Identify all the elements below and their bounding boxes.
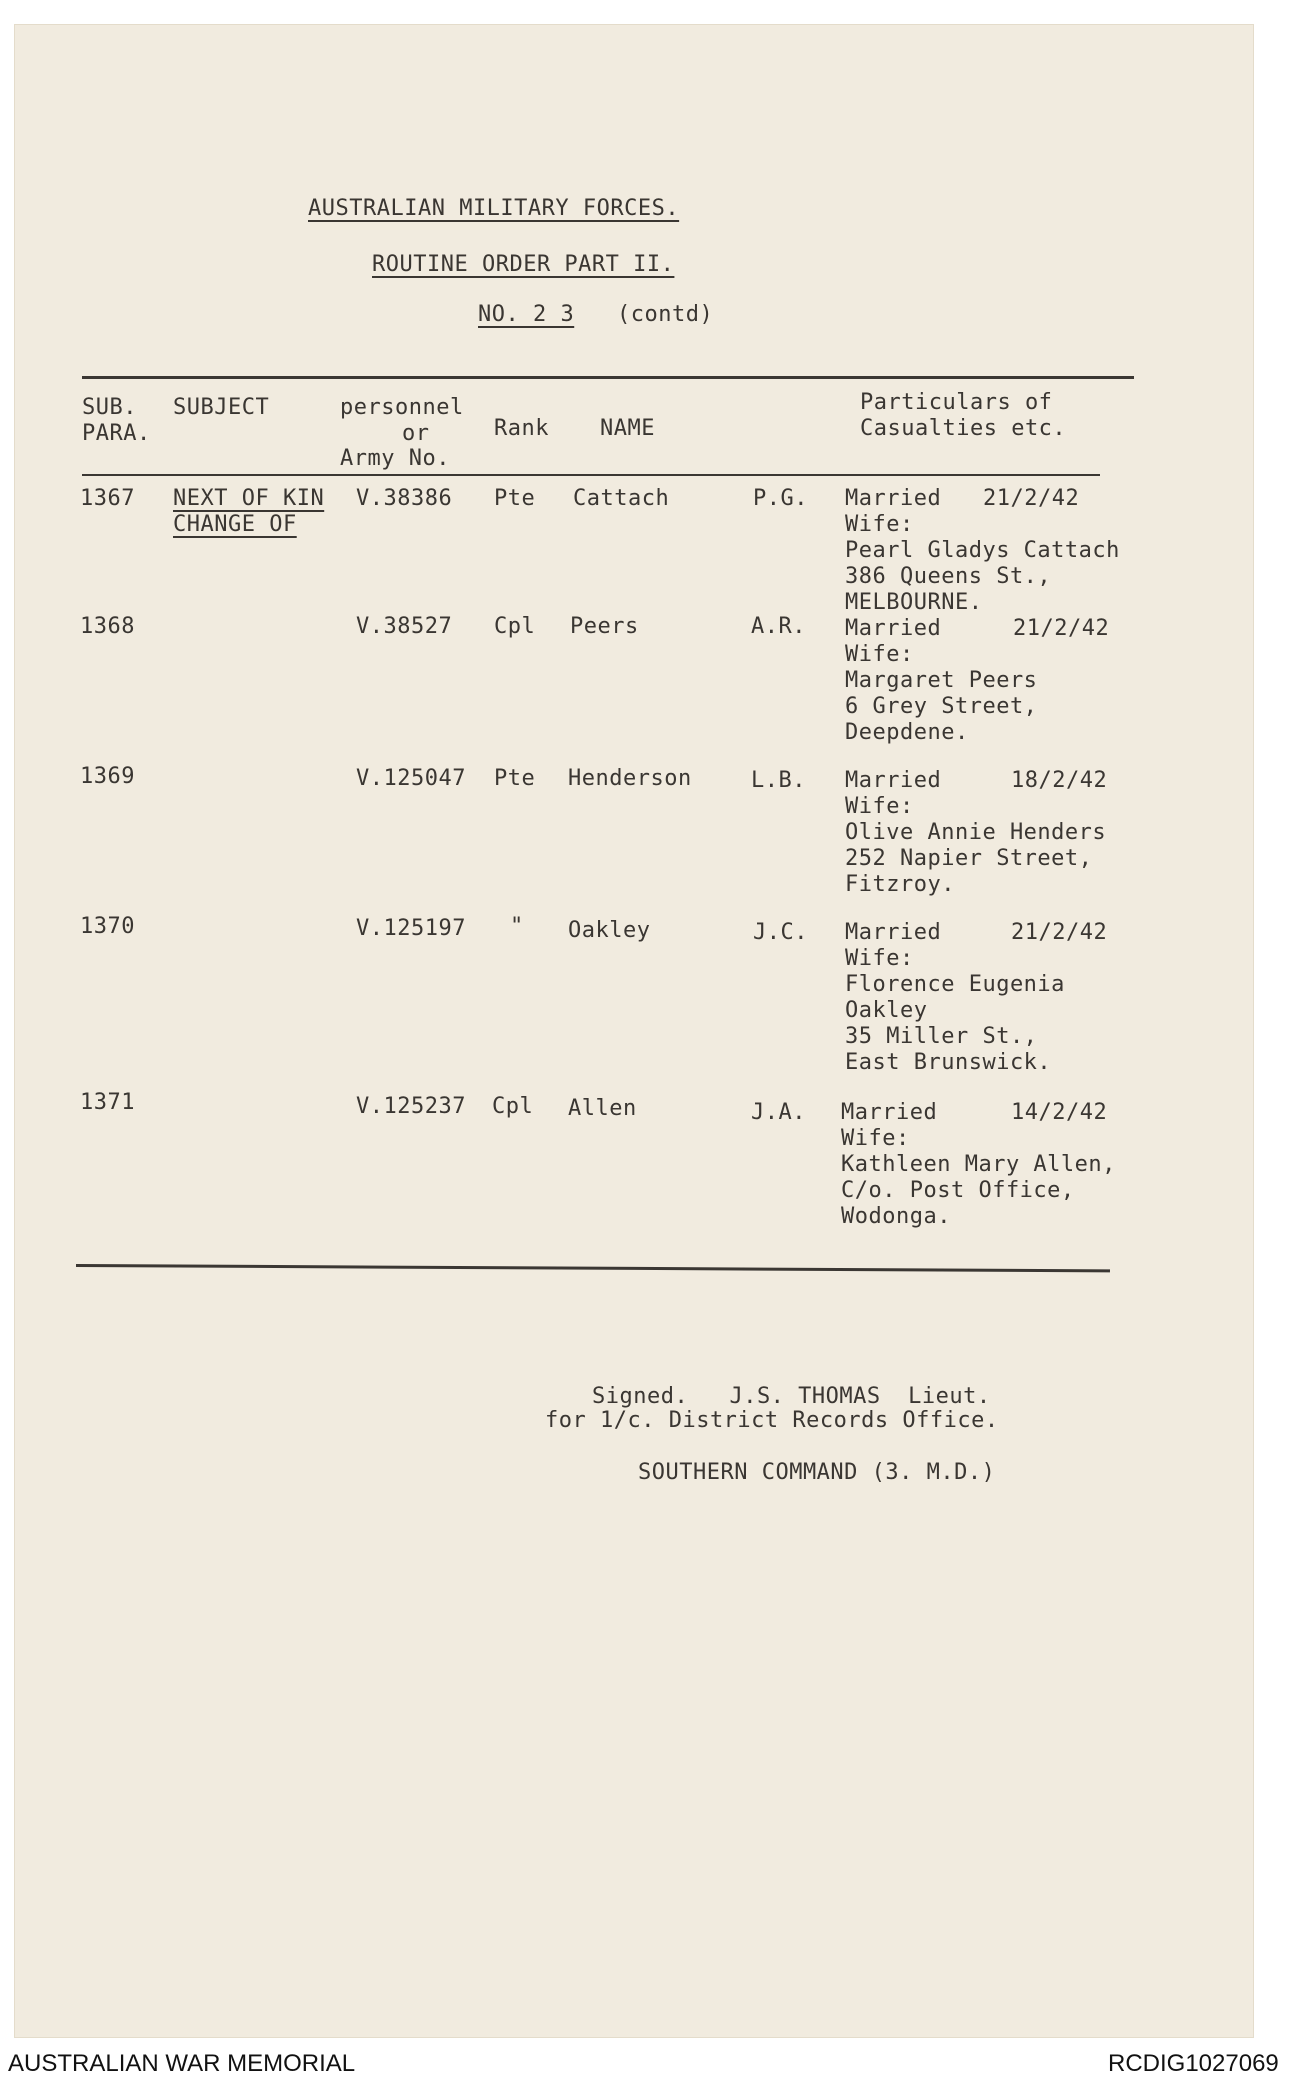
row-detail-line: Deepdene. [845, 720, 969, 745]
col-rank: Rank [494, 416, 549, 441]
row-sub-para: 1370 [80, 914, 135, 939]
row-rank: Cpl [492, 1094, 534, 1119]
row-detail-line: Wodonga. [841, 1204, 951, 1229]
order-number: NO. 2 3 [478, 302, 575, 327]
row-sub-para: 1371 [80, 1090, 135, 1115]
document-subtitle: ROUTINE ORDER PART II. [372, 252, 675, 277]
row-surname: Oakley [568, 918, 651, 943]
col-army-no-1: personnel [340, 395, 464, 420]
row-date: 21/2/42 [1011, 920, 1108, 945]
row-rank: " [510, 914, 524, 939]
row-initials: P.G. [753, 486, 808, 511]
col-particulars-1: Particulars of [860, 390, 1053, 415]
row-detail-line: MELBOURNE. [845, 590, 983, 615]
col-particulars-2: Casualties etc. [860, 416, 1067, 441]
row-sub-para: 1367 [80, 486, 135, 511]
row-rank: Pte [494, 766, 536, 791]
row-surname: Peers [570, 614, 639, 639]
row-detail-line: Kathleen Mary Allen, [841, 1152, 1116, 1177]
row-army-no: V.125047 [356, 766, 466, 791]
document-title: AUSTRALIAN MILITARY FORCES. [308, 196, 680, 221]
row-detail-line: 6 Grey Street, [845, 694, 1038, 719]
row-rank: Cpl [494, 614, 536, 639]
row-surname: Cattach [573, 486, 670, 511]
row-detail-line: 252 Napier Street, [845, 846, 1093, 871]
row-initials: A.R. [751, 614, 806, 639]
row-army-no: V.38527 [356, 614, 453, 639]
row-army-no: V.125197 [356, 916, 466, 941]
row-status: Married [845, 616, 942, 641]
row-date: 21/2/42 [983, 486, 1080, 511]
row-detail-line: Wife: [845, 512, 914, 537]
row-detail-line: 386 Queens St., [845, 564, 1052, 589]
row-detail-line: 35 Miller St., [845, 1024, 1038, 1049]
col-subject: SUBJECT [173, 395, 270, 420]
row-detail-line: Fitzroy. [845, 872, 955, 897]
row-detail-line: Margaret Peers [845, 668, 1038, 693]
row-army-no: V.125237 [356, 1094, 466, 1119]
row-date: 21/2/42 [1013, 616, 1110, 641]
signature-line: Signed. J.S. THOMAS Lieut. [592, 1384, 991, 1409]
row-detail-line: Wife: [841, 1126, 910, 1151]
col-name: NAME [600, 416, 655, 441]
row-date: 18/2/42 [1011, 768, 1108, 793]
row-detail-line: Wife: [845, 946, 914, 971]
row-detail-line: Florence Eugenia [845, 972, 1065, 997]
col-army-no-2: or [402, 421, 430, 446]
row-initials: J.A. [751, 1100, 806, 1125]
row-detail-line: Pearl Gladys Cattach [845, 538, 1120, 563]
row-status: Married [845, 920, 942, 945]
row-detail-line: Wife: [845, 794, 914, 819]
signature-office: for 1/c. District Records Office. [545, 1408, 999, 1433]
row-date: 14/2/42 [1011, 1100, 1108, 1125]
row-sub-para: 1369 [80, 764, 135, 789]
row-subject-line2: CHANGE OF [173, 512, 297, 537]
row-rank: Pte [494, 486, 536, 511]
row-subject-line1: NEXT OF KIN [173, 486, 325, 511]
row-detail-line: Oakley [845, 998, 928, 1023]
col-sub-para-1: SUB. [82, 395, 137, 420]
row-detail-line: East Brunswick. [845, 1050, 1052, 1075]
row-detail-line: Olive Annie Henders [845, 820, 1107, 845]
contd-label: (contd) [617, 302, 714, 327]
archive-reference: RCDIG1027069 [1108, 2050, 1279, 2077]
col-sub-para-2: PARA. [82, 421, 151, 446]
row-status: Married [845, 486, 942, 511]
row-status: Married [845, 768, 942, 793]
row-sub-para: 1368 [80, 614, 135, 639]
row-detail-line: C/o. Post Office, [841, 1178, 1075, 1203]
row-surname: Allen [568, 1096, 637, 1121]
row-army-no: V.38386 [356, 486, 453, 511]
archive-credit: AUSTRALIAN WAR MEMORIAL [8, 2050, 356, 2077]
header-bottom-rule [82, 474, 1100, 476]
row-surname: Henderson [568, 766, 692, 791]
col-army-no-3: Army No. [340, 446, 450, 471]
signature-command: SOUTHERN COMMAND (3. M.D.) [638, 1460, 996, 1485]
row-initials: J.C. [753, 920, 808, 945]
header-top-rule [82, 376, 1134, 379]
row-detail-line: Wife: [845, 642, 914, 667]
row-status: Married [841, 1100, 938, 1125]
row-initials: L.B. [751, 768, 806, 793]
